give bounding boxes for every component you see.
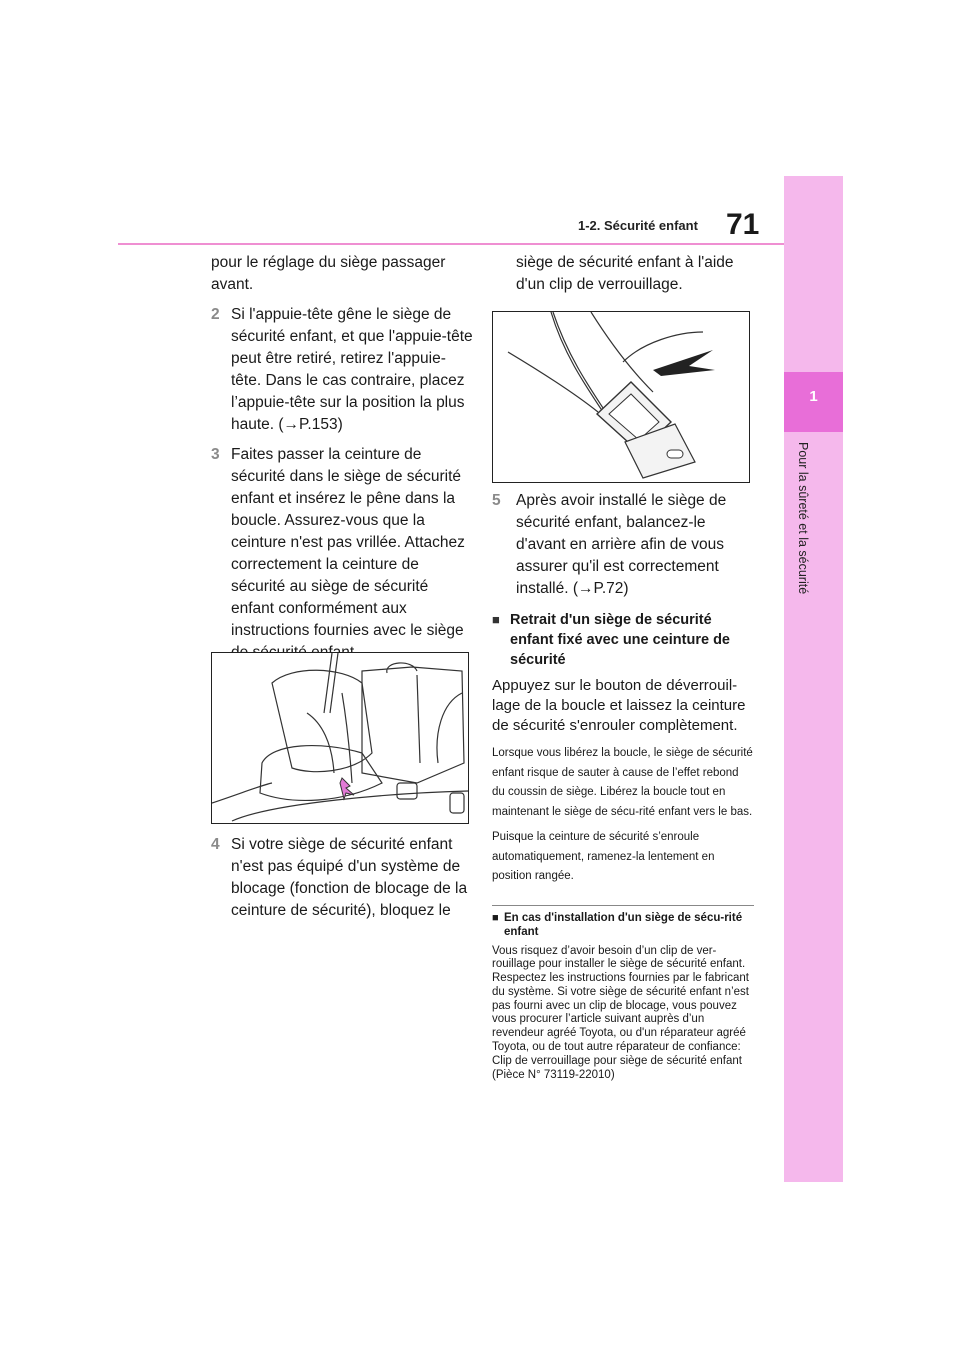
right-column-top: [492, 252, 754, 296]
locking-clip-drawing: [493, 312, 749, 482]
note-heading: [492, 911, 754, 939]
step-text: Si l'appuie-tête gêne le siège de sécurité enfant, et que l'appuie-tête peut être retiré, retirez l'appuie-tête. Dans le cas contraire, placez l’appuie-tête sur la position la plus haute. (→P.153): [231, 306, 473, 433]
left-column: [211, 252, 473, 664]
subheading-text: Retrait d'un siège de sécurité enfant fixé avec une ceinture de sécurité: [510, 612, 730, 668]
step-text: Faites passer la ceinture de sécurité dans le siège de sécurité enfant et insérez le pêne dans la boucle. Assurez-vous que la ceinture n'est pas vrillée. Attachez correctement la ceinture de sécurité au siège de sécurité enfant conformément aux instructions fournies avec le siège: [231, 446, 465, 639]
note-heading-text: En cas d'installation d'un siège de sécu-rité enfant: [504, 911, 743, 938]
note-text-2: Puisque la ceinture de sécurité s’enroule automatiquement, ramenez-la lentement en position rangée.: [492, 831, 715, 882]
step-number: 2: [211, 306, 220, 323]
header-divider: [118, 243, 784, 245]
square-bullet-icon: ■: [492, 911, 499, 924]
note-text-1: Lorsque vous libérez la boucle, le siège de sécurité enfant risque de sauter à cause de l’effet rebond du coussin de siège. Libérez la boucle tout en maintenant le siège de sécu-rité enfant vers le bas.: [492, 747, 753, 818]
section-title: 1-2. Sécurité enfant: [578, 218, 698, 233]
subheading-retrait: [492, 610, 754, 670]
chapter-side-tab: [784, 176, 843, 1182]
right-column-bottom: [492, 482, 754, 1082]
continued-text: pour le réglage du siège passager avant.: [211, 254, 446, 293]
step-2: [211, 304, 473, 436]
step-3: [211, 444, 473, 664]
locking-clip-illustration: [492, 311, 750, 483]
square-bullet-icon: ■: [492, 612, 500, 627]
child-seat-illustration: [211, 652, 469, 824]
note-body: Vous risquez d’avoir besoin d’un clip de ver-rouillage pour installer le siège de sécurité enfant. Respectez les instructions fournies par le fabricant du système. Si votre siège de sécurité enfant n’est pas fourni avec un clip de blocage, vous pouvez vous procurer l’article suivant auprès d’un revendeur agréé Toyota, ou d'un réparateur agréé Toyota, ou de tout autre réparateur de confiance: Clip de verrouillage pour siège de sécurité enfant (Pièce N° 73119-22010): [492, 944, 749, 1081]
page-number: 71: [726, 208, 760, 241]
body-text: Appuyez sur le bouton de déverrouil-lage de la boucle et laissez la ceinture de sécurité s'enrouler complètement.: [492, 677, 746, 734]
chapter-caption: Pour la sûreté et la sécurité: [796, 442, 810, 595]
step-4: [211, 834, 473, 922]
step-text: Si votre siège de sécurité enfant n'est pas équipé d'un système de blocage (fonction de blocage de la ceinture de sécurité), bloquez le: [231, 836, 468, 919]
chapter-number: 1: [809, 388, 818, 405]
step-number: 3: [211, 446, 220, 463]
step-number: 4: [211, 836, 220, 853]
continued-text: siège de sécurité enfant à l'aide d'un clip de verrouillage.: [516, 254, 734, 293]
note-divider: [492, 905, 754, 906]
child-seat-drawing: [212, 653, 468, 823]
left-column-after-figure: [211, 826, 473, 922]
step-text: Après avoir installé le siège de sécurité enfant, balancez-le d'avant en arrière afin de vous assurer qu'il est correctement installé. (→P.72): [516, 492, 727, 597]
step-5: [492, 490, 754, 600]
step-number: 5: [492, 492, 501, 509]
